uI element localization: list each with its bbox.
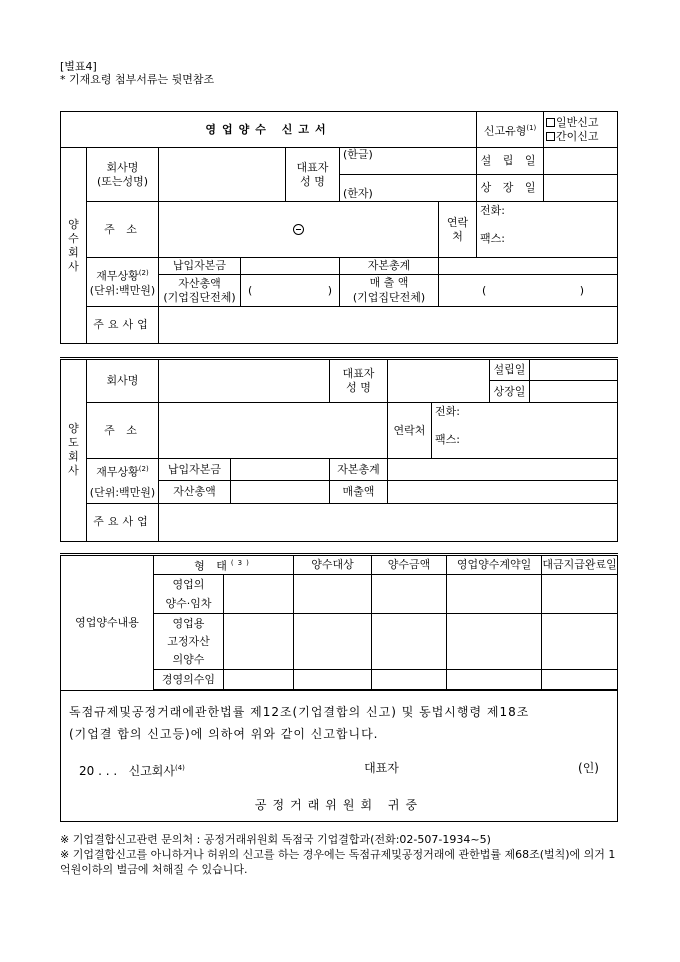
transferor-company-name-field[interactable] [159,359,330,403]
main-business-label: 주요사업 [87,307,159,344]
transferor-side-label: 양 도 회 사 [61,359,87,542]
report-type-options [544,112,618,148]
declaration: 독점규제및공정거래에관한법률 제12조(기업결합의 신고) 및 동법시행령 제18조 (기업결 합의 신고등)에 의하여 위와 같이 신고합니다. 20 . . . 신고회사$^{(4)}$ 대표자 (인) 공정거래위원회 귀중 [61,691,618,822]
transferor-sales-field[interactable] [388,481,618,503]
rep-name-hanja-field[interactable]: (한자) [340,175,477,202]
transferor-total-capital-label: 자본총계 [330,459,388,481]
transferor-paid-in-field[interactable] [231,459,330,481]
total-assets-field[interactable]: ( ) [241,275,340,307]
transferee-side-label: 양 수 회 사 [61,148,87,344]
report-type-label: 신고유형$^{(1)}$ [477,112,544,148]
listed-date-label: 상 장 일 [477,175,544,202]
transferor-total-capital-field[interactable] [388,459,618,481]
checkbox-icon[interactable] [546,132,555,141]
transferor-main-business-label: 주요사업 [87,503,159,541]
transferor-contact-label: 연락처 [388,403,432,459]
checkbox-icon[interactable] [546,118,555,127]
company-name-field[interactable] [159,148,286,202]
declaration-rep-label: 대표자 [364,760,399,775]
transferor-assets-label: 자산총액 [159,481,231,503]
established-date-label: 설 립 일 [477,148,544,175]
total-capital-label: 자본총계 [340,258,439,275]
financial-label: 재무상황$^{(2)}$ (단위:백만원) [87,258,159,307]
table-cell[interactable] [294,575,372,614]
transferor-sales-label: 매출액 [330,481,388,503]
transferor-address-label: 주 소 [87,403,159,459]
rep-name-label: 대표자 성 명 [286,148,340,202]
sales-group-label: (기업집단전체) [340,291,439,307]
transferor-established-label: 설립일 [490,359,530,381]
table-cell[interactable] [447,614,542,670]
transferor-established-field[interactable] [530,359,618,381]
transferor-rep-field[interactable] [388,359,490,403]
address-label: 주 소 [87,202,159,258]
transferor-financial-label: 재무상황$^{(2)}$ (단위:백만원) [87,459,159,504]
addressee: 공정거래위원회 귀중 [254,797,424,812]
table-cell[interactable] [294,670,372,690]
established-date-field[interactable] [544,148,618,175]
transferor-table [60,357,618,542]
table-cell[interactable] [372,670,447,690]
type-fixed-assets: 영업용 고정자산 의양수 [154,614,224,670]
contact-field[interactable]: 전화: 팩스: [477,202,618,258]
table-cell[interactable] [224,575,294,614]
table-cell[interactable] [294,614,372,670]
table-cell[interactable] [224,614,294,670]
rep-name-hangul-field[interactable]: (한글) [340,148,477,175]
seal-label: (인) [578,760,599,775]
type-business-lease: 영업의 양수·임차 [154,575,224,614]
listed-date-field[interactable] [544,175,618,202]
footer-note-penalty: ※ 기업결합신고를 아니하거나 허위의 신고를 하는 경우에는 독점규제및공정거래에 관한법률 제68조(벌칙)에 의거 1억원이하의 벌금에 처해질 수 있습니다. [60,848,616,876]
footer-note-contact: ※ 기업결합신고관련 문의처 : 공정거래위원회 독점국 기업결합과(전화:02-507-1934~5) [60,833,491,846]
transferor-listed-field[interactable] [530,381,618,403]
contact-label: 연락처 [439,202,477,258]
company-name-label: 회사명 (또는성명) [87,148,159,202]
declaration-date[interactable]: 20 . . . [79,763,118,778]
col-type: 형 태$^{(3)}$ [154,555,294,575]
table-cell[interactable] [372,575,447,614]
table-cell[interactable] [224,670,294,690]
transferee-table [60,111,618,344]
paid-in-capital-label: 납입자본금 [159,258,241,275]
table-cell[interactable] [542,614,618,670]
sales-field[interactable]: ( ) [439,275,618,307]
col-contract-date: 영업양수계약일 [447,555,542,575]
transferor-listed-label: 상장일 [490,381,530,403]
total-capital-field[interactable] [439,258,618,275]
col-target: 양수대상 [294,555,372,575]
seal-mark-icon [293,224,304,235]
transferor-contact-field[interactable]: 전화: 팩스: [432,403,618,459]
reporter-label: 신고회사$^{(4)}$ [128,763,185,778]
type-management: 경영의수임 [154,670,224,690]
col-amount: 양수금액 [372,555,447,575]
transfer-section-label: 영업양수내용 [61,555,154,691]
form-title: 영업양수 신고서 [61,112,477,148]
transferor-paid-in-label: 납입자본금 [159,459,231,481]
transfer-table [60,553,618,822]
table-cell[interactable] [372,614,447,670]
total-assets-label: 자산총액 (기업집단전체) [159,275,241,307]
report-type-simple[interactable]: 간이신고 [546,130,615,144]
table-cell[interactable] [447,670,542,690]
transferor-main-business-field[interactable] [159,503,618,541]
table-cell[interactable] [542,575,618,614]
transferor-rep-label: 대표자 성 명 [330,359,388,403]
transferor-assets-field[interactable] [231,481,330,503]
col-payment-date: 대금지급완료일 [542,555,618,575]
table-cell[interactable] [447,575,542,614]
paid-in-capital-field[interactable] [241,258,340,275]
transferor-company-name-label: 회사명 [87,359,159,403]
table-cell[interactable] [542,670,618,690]
table-number: [별표4] [60,60,97,73]
address-field[interactable] [159,202,439,258]
transferor-address-field[interactable] [159,403,388,459]
footer-notes [60,832,620,877]
sales-label: 매 출 액 [340,275,439,291]
report-type-general[interactable]: 일반신고 [546,116,615,130]
instructions-note: * 기재요령 첨부서류는 뒷면참조 [60,73,215,86]
main-business-field[interactable] [159,307,618,344]
